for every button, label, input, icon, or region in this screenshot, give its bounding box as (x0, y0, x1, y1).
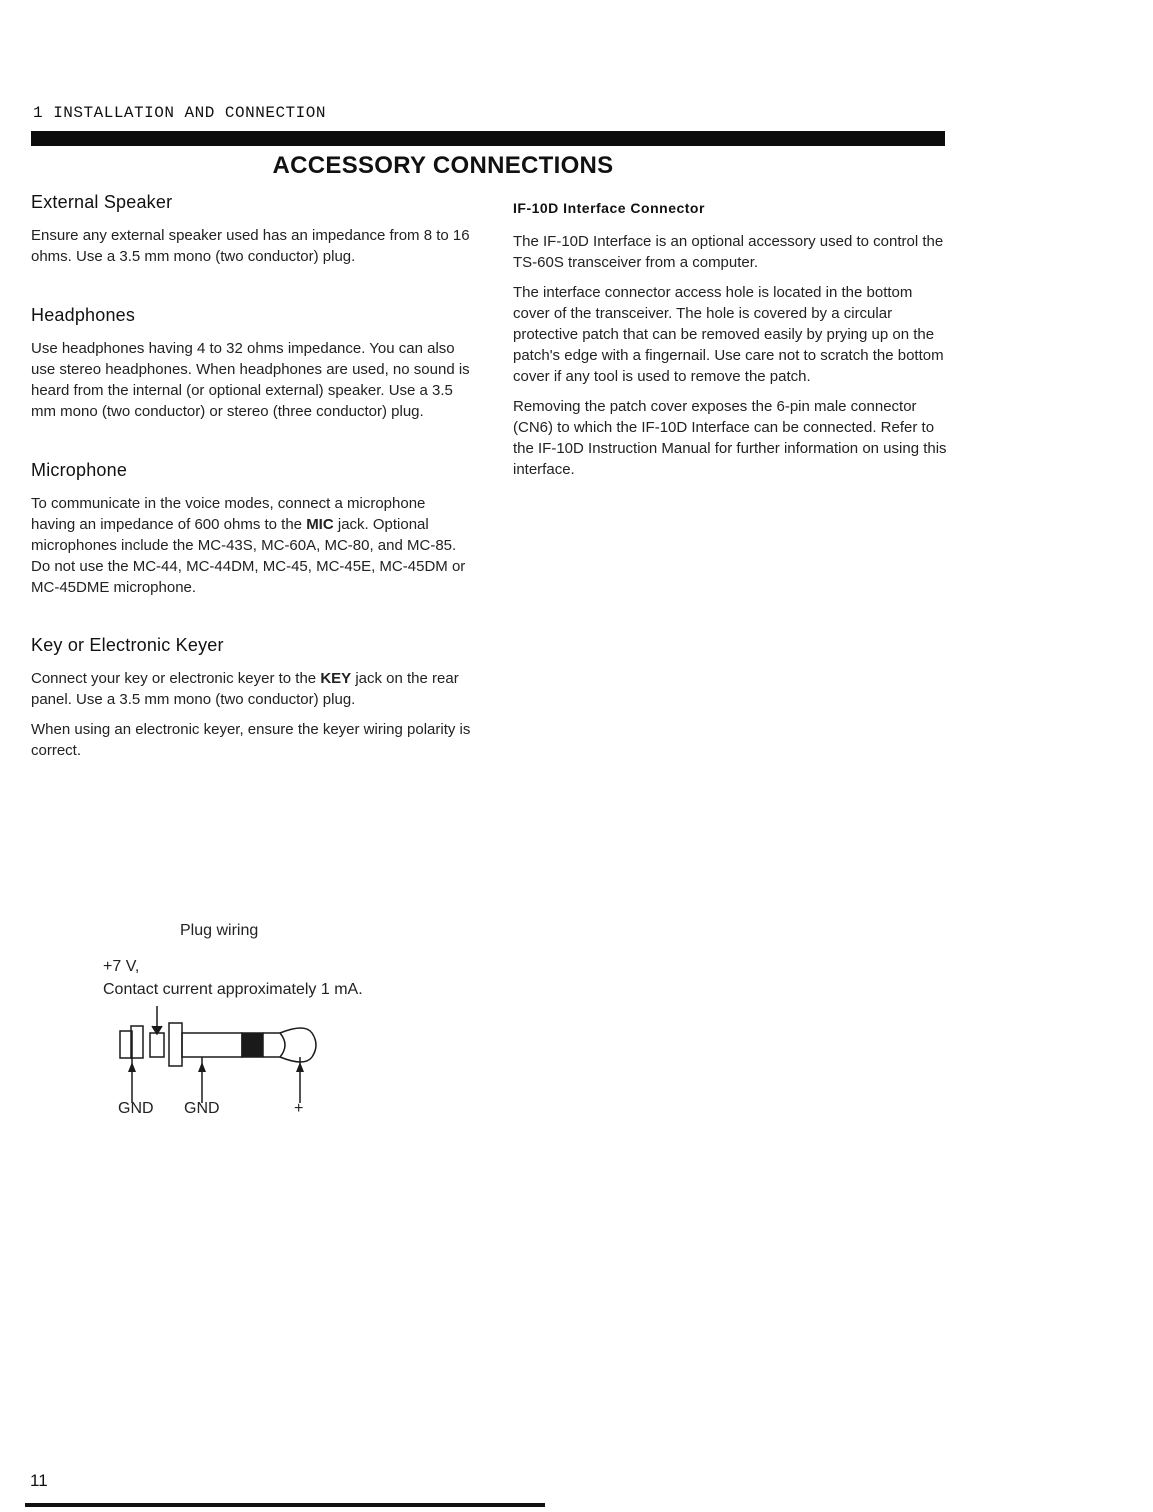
voltage-label: +7 V, (103, 958, 140, 975)
headphones-text: Use headphones having 4 to 32 ohms impedance. You can also use stereo headphones. When headphones are used, no sound is heard from the internal (or optional external) speaker. Use a 3.5 mm mono (two conductor) or stereo (three conductor) plug. (31, 340, 470, 420)
key-jack-label: KEY (320, 670, 352, 687)
if10d-text-1: The IF-10D Interface is an optional accessory used to control the TS-60S transceiver from a computer. (513, 233, 944, 271)
plus-label: + (294, 1100, 304, 1117)
footer-rule (25, 1503, 545, 1507)
external-speaker-heading: External Speaker (31, 192, 173, 212)
page-title: ACCESSORY CONNECTIONS (272, 152, 614, 179)
headphones-heading: Headphones (31, 305, 136, 325)
key-heading: Key or Electronic Keyer (31, 635, 224, 655)
contact-current-label: Contact current approximately 1 mA. (103, 981, 363, 998)
mic-jack-label: MIC (306, 516, 334, 533)
gnd-label-1: GND (118, 1100, 154, 1117)
if10d-text-2: The interface connector access hole is located in the bottom cover of the transceiver. The hole is covered by a circular protective patch that can be removed easily by prying up on the patch's edge with a fingernail. Use care not to scratch the bottom cover if any tool is used to remove the patch. (513, 284, 944, 385)
if10d-text-3: Removing the patch cover exposes the 6-pin male connector (CN6) to which the IF-10D Interface can be connected. Refer to the IF-10D Instruction Manual for further information on using this interface. (513, 398, 947, 478)
if10d-heading: IF-10D Interface Connector (513, 200, 705, 216)
gnd-label-2: GND (184, 1100, 220, 1117)
plug-drawing (100, 920, 460, 1120)
plug-wiring-diagram (100, 920, 460, 1120)
page-number: 11 (30, 1471, 48, 1490)
microphone-text: To communicate in the voice modes, connect a microphone having an impedance of 600 ohms to the MIC jack. Optional microphones include the MC-43S, MC-60A, MC-80, and MC-85. Do not use the MC-44, MC-44DM, MC-45, MC-45E, MC-45DM or MC-45DME microphone. (31, 495, 466, 596)
external-speaker-text: Ensure any external speaker used has an impedance from 8 to 16 ohms. Use a 3.5 mm mono (two conductor) plug. (31, 227, 470, 265)
keyer-polarity-text: When using an electronic keyer, ensure the keyer wiring polarity is correct. (31, 721, 471, 759)
left-column (31, 192, 471, 761)
right-column (513, 200, 953, 480)
section-label: 1 INSTALLATION AND CONNECTION (33, 104, 326, 122)
header-rule (31, 131, 945, 146)
key-text: Connect your key or electronic keyer to the KEY jack on the rear panel. Use a 3.5 mm mono (two conductor) plug. (31, 670, 459, 708)
plug-wiring-title: Plug wiring (180, 922, 259, 939)
microphone-heading: Microphone (31, 460, 128, 480)
